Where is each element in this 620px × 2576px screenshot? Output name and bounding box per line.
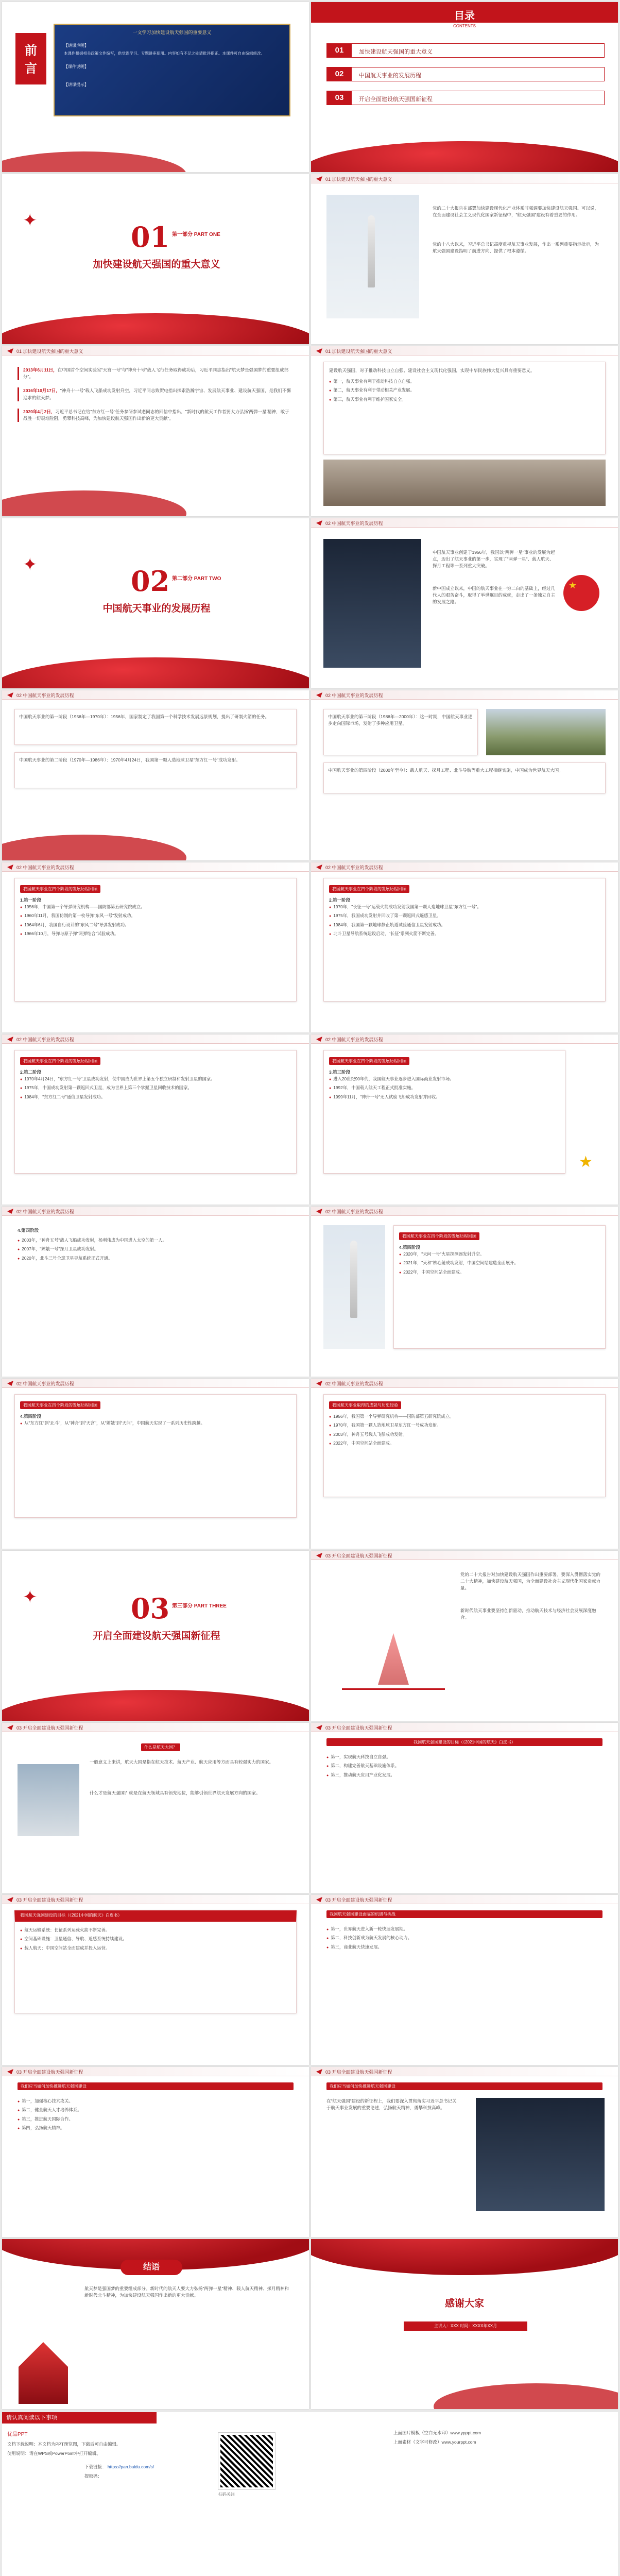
toc-number: 03: [327, 91, 352, 105]
part-number: 01: [131, 221, 170, 253]
history-card: [14, 878, 297, 1002]
toc-number: 02: [327, 67, 352, 81]
part-number: 02: [131, 565, 170, 598]
part-tag: 第三部分 PART THREE: [172, 1603, 227, 1609]
stage-subtitle: 1.第一阶段: [20, 897, 42, 903]
significance-point-2: ● 第二，航天事业有利于带动相关产业发展。: [329, 387, 600, 394]
stage-subtitle: 2.第一阶段: [329, 897, 351, 903]
history-line: ● 1975年，中国成功发射第一颗返回式卫星，成为世界上第三个掌握卫星回收技术的国家。: [20, 1084, 291, 1091]
history-line: ● 2003年，神舟五号载人飞船成功发射。: [329, 1431, 600, 1438]
card-heading-chip: 我们应当如何加快推进航天强国建设: [18, 2082, 294, 2090]
slide-header: 01 加快建设航天强国的重大意义: [16, 349, 83, 354]
slide-significance-1: [311, 174, 618, 344]
history-line: ● 从"东方红"到"北斗"，从"神舟"到"天宫"，从"嫦娥"到"天问"，中国航天实现了一系列历史性跨越。: [20, 1420, 291, 1427]
star-ornament-icon: ✦: [23, 555, 38, 574]
preface-tag-3: 【讲课提示】: [64, 82, 89, 87]
part-tag: 第二部分 PART TWO: [172, 576, 221, 582]
card-heading-chip: 我国航天强国建设的目标（《2021中国的航天》白皮书）: [326, 1738, 602, 1746]
history-line: ● 1975年，我国成功发射并回收了第一颗返回式遥感卫星。: [329, 912, 600, 919]
newjourney-paragraph-1: 党的二十大报告对加快建设航天强国作出重要部署。要深入贯彻落实党的二十大精神，加快建设航天强国，为全面建设社会主义现代化国家贡献力量。: [460, 1572, 601, 1591]
challenge-list: [326, 1926, 602, 1953]
history-line: ● 1970年，我国第一颗人造地球卫星东方红一号成功发射。: [329, 1422, 600, 1429]
part-title: 加快建设航天强国的重大意义: [93, 259, 220, 270]
history-line: ● 2021年，"天和"核心舱成功发射，中国空间站建造全面展开。: [399, 1260, 600, 1266]
slide-newjourney-7: [311, 2067, 618, 2237]
history-card: [323, 878, 606, 1002]
history-line: ● 1966年10月，导弹与原子弹"两弹结合"试验成功。: [20, 930, 291, 937]
footer-line-2: 使用说明：请在WPS或PowerPoint中打开编辑。: [7, 2451, 101, 2456]
conclusion-title: 结语: [120, 2260, 182, 2275]
significance-paragraph-1: 党的二十大报告在部署加快建设现代化产业体系时强调要加快建设航天强国。可以说，在全面建设社会主义现代化国家新征程中，"航天强国"建设有着重要的作用。: [433, 206, 599, 218]
toc-label: 开启全面建设航天强国新征程: [359, 96, 433, 103]
history-line: ● 1956年，我国第一个导弹研究机构——国防部第五研究院成立。: [329, 1413, 600, 1420]
contents-subtitle: CONTENTS: [453, 24, 476, 28]
card-heading-chip: 我国航天事业在四个阶段的发展历程回顾: [20, 885, 100, 893]
goal-point-2: ● 第二，构建完善航天基础设施体系。: [326, 1762, 602, 1769]
slide-significance-3: [311, 346, 618, 516]
toc-item-1[interactable]: [326, 43, 605, 58]
slide-conclusion: [2, 2239, 309, 2409]
slide-newjourney-1: [311, 1551, 618, 1721]
preface-body: 本课件根据相关政策文件编写，供党课学习、专题讲座使用。内容如有不足之处请批评指正。本课件可自由编辑修改。: [64, 51, 265, 56]
slide-header: 01 加快建设航天强国的重大意义: [325, 349, 392, 354]
slide-newjourney-5: [311, 1895, 618, 2065]
stage-subtitle: 3.第三阶段: [329, 1070, 351, 1075]
significance-card: [323, 362, 606, 454]
landscape-image: [323, 460, 606, 506]
stage-text: 中国航天事业的第一阶段（1956年—1970年）：1956年，国家制定了我国第一个科学技术发展远景规划，提出了研制火箭的任务。: [19, 714, 269, 719]
history-line: ● 2007年，"嫦娥一号"探月卫星成功发射。: [18, 1246, 294, 1252]
qr-code[interactable]: [218, 2433, 275, 2489]
slide-header: 03 开启全面建设航天强国新征程: [16, 1725, 83, 1731]
star-icon: ★: [579, 1154, 593, 1171]
part-number: 03: [131, 1592, 170, 1625]
goal-point-1: ● 第一，实现航天科技自立自强。: [326, 1754, 602, 1760]
slide-header: 02 中国航天事业的发展历程: [16, 693, 74, 698]
slide-header: 03 开启全面建设航天强国新征程: [325, 1553, 392, 1558]
thanks-title: 感谢大家: [444, 2298, 484, 2309]
goal-card: [14, 1910, 297, 2013]
stage-subtitle: 2.第二阶段: [20, 1070, 42, 1075]
stage-card-3: [323, 709, 478, 755]
toc-number: 01: [327, 44, 352, 57]
slide-history-11: [311, 1379, 618, 1549]
preface-title-char-1: 前: [25, 43, 37, 58]
slide-header: 02 中国航天事业的发展历程: [325, 1037, 383, 1042]
history-line: ● 1992年，中国载人航天工程正式批准实施。: [329, 1084, 560, 1091]
download-footer: [2, 2412, 618, 2576]
slide-header: 02 中国航天事业的发展历程: [325, 1209, 383, 1214]
history-line: ● 1960年11月，我国仿制的第一枚导弹"东风一号"发射成功。: [20, 912, 291, 919]
card-heading-chip: 我国航天事业在四个阶段的发展历程回顾: [20, 1057, 100, 1065]
slide-newjourney-4: [2, 1895, 309, 2065]
stage-subtitle: 4.第四阶段: [18, 1228, 39, 1233]
slide-header: 02 中国航天事业的发展历程: [325, 521, 383, 526]
history-line: ● 2022年，中国空间站全面建成。: [399, 1269, 600, 1276]
slide-newjourney-6: [2, 2067, 309, 2237]
slide-history-5: [311, 862, 618, 1032]
slide-history-8: [2, 1207, 309, 1377]
card-heading-chip: 我国航天事业在四个阶段的发展历程回顾: [399, 1232, 479, 1240]
footer-brand: 优品PPT: [7, 2432, 28, 2437]
slide-part-three: [2, 1551, 309, 1721]
history-line: ● 1984年，我国第一颗地球静止轨道试验通信卫星发射成功。: [329, 922, 600, 928]
contents-title: 目录: [454, 10, 475, 22]
slide-part-one: [2, 174, 309, 344]
card-heading-chip: 我国航天事业取得的成就与历史经验: [329, 1401, 401, 1409]
slide-header: 02 中国航天事业的发展历程: [325, 693, 383, 698]
stage-subtitle: 4.第四阶段: [399, 1245, 421, 1250]
newjourney-paragraph-2: 新时代航天事业要坚持创新驱动，推动航天技术与经济社会发展深度融合。: [460, 1608, 596, 1620]
conclusion-paragraph: 航天梦是强国梦的重要组成部分。新时代的航天人要大力弘扬"两弹一星"精神、载人航天精神、探月精神和新时代北斗精神，为加快建设航天强国作出新的更大贡献。: [84, 2286, 289, 2298]
rocket-launch-image: [326, 195, 419, 318]
significance-point-1: ● 第一，航天事业有利于推动科技自立自强。: [329, 378, 600, 385]
preface-title-char-2: 言: [25, 61, 37, 76]
slide-history-1: [311, 518, 618, 688]
footer-line-1: 文档下载说明：本文档为PPT预览图，下载后可自由编辑。: [7, 2442, 121, 2447]
toc-item-3[interactable]: [326, 91, 605, 105]
history-line: ● 2020年，"天问一号"火星探测器发射升空。: [399, 1251, 600, 1258]
history-card: [323, 1394, 606, 1497]
history-list: [18, 1227, 294, 1264]
preface-tag-2: 【课件说明】: [64, 64, 89, 69]
challenge-line: ● 第一，世界航天进入新一轮快速发展期。: [326, 1926, 602, 1933]
significance-point-3: ● 第三，航天事业有利于维护国家安全。: [329, 396, 600, 403]
slide-contents: [311, 2, 618, 172]
action-paragraph: 在"航天强国"建设的新征程上，我们要深入贯彻落实习近平总书记关于航天事业发展的重要论述，弘扬航天精神，勇攀科技高峰。: [326, 2098, 457, 2111]
action-line: ● 第二，健全航天人才培养体系。: [18, 2107, 294, 2113]
slide-header: 01 加快建设航天强国的重大意义: [325, 177, 392, 182]
tiananmen-illustration: [12, 2342, 74, 2404]
slide-significance-2: [2, 346, 309, 516]
timeline-list: [18, 367, 294, 422]
goal-point-3: ● 第三，推动航天应用产业化发展。: [326, 1772, 602, 1778]
slide-header: 03 开启全面建设航天强国新征程: [325, 1725, 392, 1731]
card-heading-chip: 什么是航天大国？: [141, 1743, 180, 1751]
rocket-image: [323, 1225, 385, 1349]
goal-list: [326, 1754, 602, 1781]
stage-text: 中国航天事业的第三阶段（1986年—2000年）：这一时期，中国航天事业逐步走向国际市场，发射了多种应用卫星。: [328, 714, 473, 726]
timeline-item: 2016年10月17日，"神舟十一号"载人飞船成功发射升空，习近平同志致贺电指出探索浩瀚宇宙、发展航天事业、建设航天强国，是我们不懈追求的航天梦。: [18, 387, 294, 401]
flag-balloon-icon: ★: [563, 575, 599, 611]
thanks-meta: 主讲人：XXX 时间：XXXX年XX月: [404, 2321, 527, 2331]
concept-paragraph-1: 一般意义上来讲，航天大国是指在航天技术、航天产业、航天应用等方面具有较强实力的国家。: [90, 1759, 274, 1765]
action-line: ● 第三，推进航天国际合作。: [18, 2116, 294, 2123]
action-line: ● 第四，弘扬航天精神。: [18, 2125, 294, 2131]
history-card: [14, 1050, 297, 1174]
slide-header: 02 中国航天事业的发展历程: [325, 865, 383, 870]
stage-subtitle: 4.第四阶段: [20, 1414, 42, 1419]
stage-text: 中国航天事业的第二阶段（1970年—1986年）：1970年4月24日，我国第一颗人造地球卫星"东方红一号"成功发射。: [19, 757, 240, 762]
history-card: [323, 1050, 565, 1174]
challenge-line: ● 第二，科技创新成为航天发展的核心动力。: [326, 1935, 602, 1941]
star-ornament-icon: ✦: [23, 211, 38, 230]
card-heading-chip: 我国航天事业在四个阶段的发展历程回顾: [329, 1057, 409, 1065]
concept-paragraph-2: 什么才是航天强国？就是在航天领域具有领先地位，能够引领世界航天发展方向的国家。: [90, 1790, 261, 1795]
slide-header: 03 开启全面建设航天强国新征程: [325, 2070, 392, 2075]
slide-history-3: [311, 690, 618, 860]
footer-right-1[interactable]: 上面图片模板（空白无水印）www.ypppt.com: [393, 2430, 481, 2435]
timeline-item: 2020年4月2日，习近平总书记在给"东方红一号"任务参研参试老同志的回信中指出，"新时代的航天工作者要大力弘扬'两弹一星'精神，敢于战胜一切艰难险阻，勇攀科技高峰，为加快建设航天强国作出新的更大贡献"。: [18, 409, 294, 422]
astronaut-image: [476, 2098, 605, 2211]
slide-header: 02 中国航天事业的发展历程: [325, 1381, 383, 1386]
history-paragraph-1: 中国航天事业创建于1956年，我国以"两弹一星"事业的发展为起点，迈出了航天事业的第一步，实现了"两弹一星"、载人航天、探月工程等一系列重大突破。: [433, 550, 555, 569]
history-line: ● 1970年4月24日，"东方红一号"卫星成功发射，使中国成为世界上第五个独立研制和发射卫星的国家。: [20, 1076, 291, 1082]
stage-card-4: [323, 762, 606, 793]
toc-label: 中国航天事业的发展历程: [359, 73, 421, 79]
slide-header: 02 中国航天事业的发展历程: [16, 865, 74, 870]
slide-history-6: [2, 1035, 309, 1205]
goal-line: ● 载人航天：中国空间站全面建成并投入运营。: [20, 1945, 291, 1952]
history-card: [393, 1225, 606, 1349]
astronaut-image: [323, 539, 421, 668]
preface-notice-panel: [54, 24, 290, 116]
stage-text: 中国航天事业的第四阶段（2000年至今）：载人航天、探月工程、北斗导航等重大工程相继实施，中国成为世界航天大国。: [328, 768, 563, 773]
significance-intro: 建设航天强国，对于推动科技自立自强、建设社会主义现代化强国，实现中华民族伟大复兴具有重要意义。: [329, 368, 535, 373]
history-line: ● 进入20世纪90年代，我国航天事业逐步进入国际商业发射市场。: [329, 1076, 560, 1082]
slide-header: 02 中国航天事业的发展历程: [16, 1381, 74, 1386]
history-line: ● 1984年，"东方红二号"通信卫星发射成功。: [20, 1094, 291, 1100]
card-heading-chip: 我国航天事业在四个阶段的发展历程回顾: [329, 885, 409, 893]
slide-header: 02 中国航天事业的发展历程: [16, 1209, 74, 1214]
action-line: ● 第一，加强核心技术攻关。: [18, 2098, 294, 2105]
part-tag: 第一部分 PART ONE: [172, 232, 220, 238]
card-heading: 我国航天强国建设的目标（《2021中国的航天》白皮书）: [20, 1913, 122, 1918]
slide-history-9: [311, 1207, 618, 1377]
action-list: [18, 2098, 294, 2133]
history-line: ● 1970年，"长征一号"运载火箭成功发射我国第一颗人造地球卫星"东方红一号"。: [329, 904, 600, 910]
card-heading-chip: 我国航天事业在四个阶段的发展历程回顾: [20, 1401, 100, 1409]
great-wall-image: [486, 709, 606, 755]
stage-card-1: [14, 709, 297, 745]
download-url[interactable]: https://pan.baidu.com/s/: [107, 2464, 154, 2469]
significance-paragraph-2: 党的十八大以来，习近平总书记高度重视航天事业发展，作出一系列重要指示批示，为航天强国建设指明了前进方向、提供了根本遵循。: [433, 242, 599, 254]
slide-history-2: [2, 690, 309, 860]
toc-item-2[interactable]: [326, 67, 605, 81]
goal-line: ● 空间基础设施：卫星通信、导航、遥感系统持续建设。: [20, 1936, 291, 1942]
footer-link-row[interactable]: 下载链接： https://pan.baidu.com/s/: [84, 2464, 154, 2469]
slide-part-two: [2, 518, 309, 688]
preface-tag-1: 【讲课声明】: [64, 43, 89, 48]
footer-notice: 请认真阅读以下事项: [2, 2412, 157, 2424]
challenge-line: ● 第三，商业航天快速发展。: [326, 1944, 602, 1951]
rocket-tower-image: [18, 1764, 79, 1836]
history-line: ● 北斗卫星导航系统建设启动，"长征"系列火箭不断完善。: [329, 930, 600, 937]
toc-label: 加快建设航天强国的重大意义: [359, 49, 433, 55]
slide-history-7: [311, 1035, 618, 1205]
slide-header: 03 开启全面建设航天强国新征程: [325, 1897, 392, 1903]
slide-history-4: [2, 862, 309, 1032]
card-heading-chip: 我们应当如何加快推进航天强国建设: [326, 2082, 602, 2090]
preface-banner: 一文学习加快建设航天强国的重要意义: [132, 30, 212, 35]
history-line: ● 2003年，"神舟五号"载人飞船成功发射，杨利伟成为中国进入太空的第一人。: [18, 1237, 294, 1244]
timeline-item: 2013年6月11日，在中国首个空间实验室"天宫一号"与"神舟十号"载人飞行任务取得成功后，习近平同志指出"航天梦是强国梦的重要组成部分"。: [18, 367, 294, 380]
slide-header: 03 开启全面建设航天强国新征程: [16, 2070, 83, 2075]
slide-header: 03 开启全面建设航天强国新征程: [16, 1897, 83, 1903]
history-line: ● 1956年，中国第一个导弹研究机构——国防部第五研究院成立。: [20, 904, 291, 910]
history-paragraph-2: 新中国成立以来，中国的航天事业在一穷二白的基础上，经过几代人的艰苦奋斗，取得了举世瞩目的成就，走出了一条独立自主的发展之路。: [433, 586, 556, 605]
history-line: ● 2022年，中国空间站全面建成。: [329, 1440, 600, 1447]
history-line: ● 1999年11月，"神舟一号"无人试验飞船成功发射并回收。: [329, 1094, 560, 1100]
history-line: ● 1964年6月，我国自行设计的"东风二号"导弹发射成功。: [20, 922, 291, 928]
slide-history-10: [2, 1379, 309, 1549]
slide-thanks: [311, 2239, 618, 2409]
history-card: [14, 1394, 297, 1518]
card-heading-chip: 我国航天强国建设面临的机遇与挑战: [326, 1910, 602, 1918]
qr-label: 扫码关注: [218, 2492, 235, 2497]
part-title: 中国航天事业的发展历程: [102, 603, 211, 614]
footer-code-row: 提取码：: [84, 2473, 102, 2479]
history-line: ● 2020年，北斗三号全球卫星导航系统正式开通。: [18, 1255, 294, 1262]
slide-newjourney-2: [2, 1723, 309, 1893]
part-title: 开启全面建设航天强国新征程: [93, 1630, 220, 1641]
heaven-temple-illustration: [342, 1628, 445, 1690]
goal-line: ● 航天运输系统：长征系列运载火箭不断完善。: [20, 1927, 291, 1934]
preface-title-block: [15, 33, 46, 84]
slide-newjourney-3: [311, 1723, 618, 1893]
slide-header: 02 中国航天事业的发展历程: [16, 1037, 74, 1042]
stage-card-2: [14, 752, 297, 788]
footer-right-2[interactable]: 上面素材（文字可修改）www.yourppt.com: [393, 2439, 476, 2445]
link-label: 下载链接: [84, 2464, 102, 2469]
star-ornament-icon: ✦: [23, 1587, 38, 1607]
slide-preface: [2, 2, 309, 172]
